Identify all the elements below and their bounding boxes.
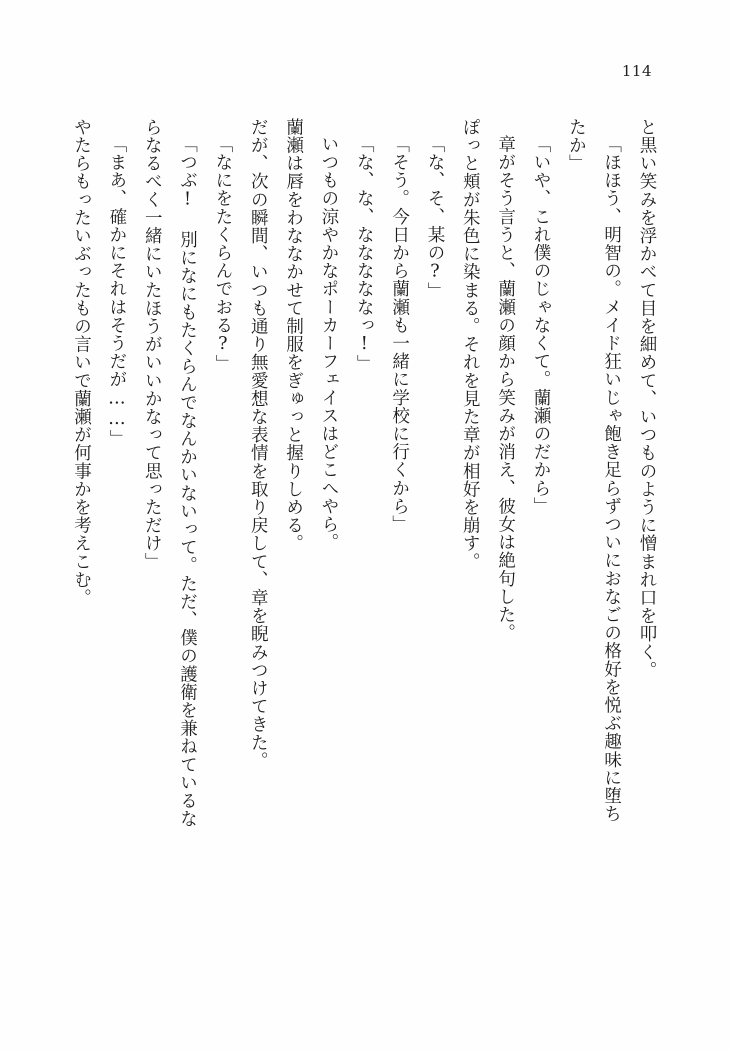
text-line: 「ほほう、明智の。メイド狂いじゃ飽き足らずついにおなごの格好を悦ぶ趣味に堕ち	[601, 135, 622, 823]
text-line: 「つぶ! 別になにもたくらんでなんかいないって。ただ、僕の護衛を兼ねているな	[177, 135, 198, 828]
page-text-body	[71, 118, 664, 988]
text-line: 「まあ、確かにそれはそうだが……」	[106, 135, 127, 448]
text-line: だが、次の瞬間、いつも通り無愛想な表情を取り戻して、章を睨みつけてきた。	[248, 118, 269, 770]
text-line: 「そう。今日から蘭瀬も一緒に学校に行くから」	[389, 135, 410, 534]
text-line: 章がそう言うと、蘭瀬の顔から笑みが消え、彼女は絶句した。	[495, 135, 516, 642]
text-line: たか」	[566, 118, 587, 173]
text-line: ぽっと頬が朱色に染まる。それを見た章が相好を崩す。	[460, 118, 481, 571]
text-line: と黒い笑みを浮かべて目を細めて、いつものように憎まれ口を叩く。	[637, 118, 657, 680]
text-line: 蘭瀬は唇をわななかせて制服をぎゅっと握りしめる。	[283, 118, 304, 553]
text-line: やたらもったいぶったもの言いで蘭瀬が何事かを考えこむ。	[71, 118, 92, 607]
text-line: いつもの涼やかなポーカーフェイスはどこへやら。	[318, 135, 339, 552]
text-line: 「いや、これ僕のじゃなくて。蘭瀬のだから」	[530, 135, 551, 516]
text-line: 「なにをたくらんでおる?」	[212, 135, 233, 373]
page-number: 114	[621, 62, 652, 80]
text-line: らなるべく一緒にいたほうがいいかなって思っただけ」	[142, 118, 163, 571]
text-line: 「な、な、なななななっ!」	[354, 135, 375, 373]
text-line: 「な、そ、某の?」	[424, 135, 445, 301]
